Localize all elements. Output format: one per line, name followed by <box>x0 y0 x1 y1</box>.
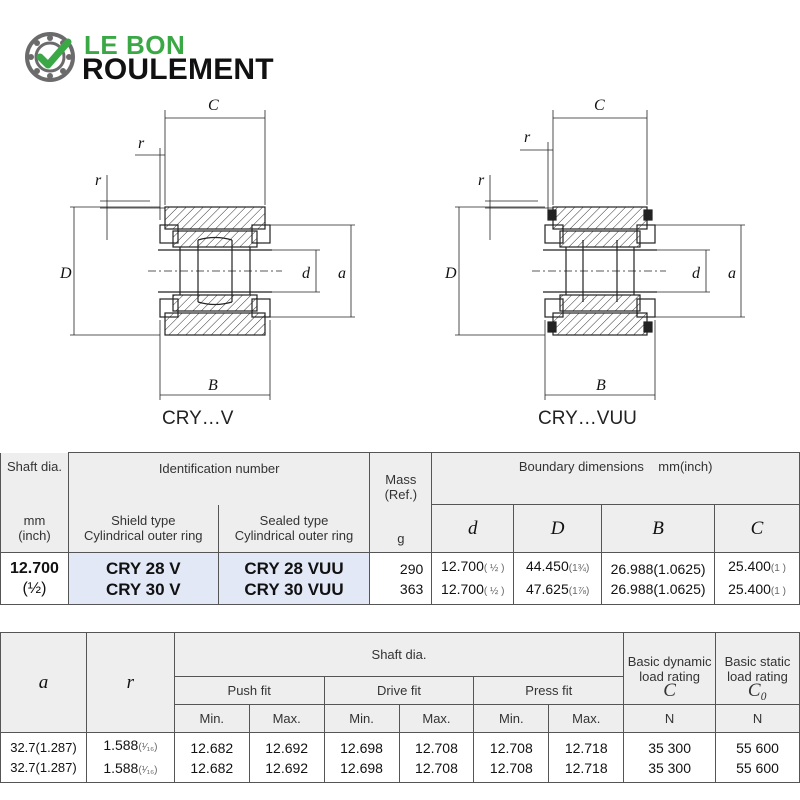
mass-0: 290 <box>399 560 424 577</box>
header-dyn-rating-label: Basic dynamic load rating <box>627 654 712 684</box>
header-shaft-unit: mm (inch) <box>1 505 69 553</box>
header-mass <box>370 453 432 553</box>
press-max-1: 12.718 <box>564 759 608 776</box>
drive-max-1: 12.708 <box>415 759 458 776</box>
r-cell <box>86 733 174 783</box>
bearing-check-icon <box>24 30 78 84</box>
table-row <box>1 553 800 605</box>
d-cell <box>432 553 514 605</box>
mass-cell <box>370 553 432 605</box>
header-boundary <box>432 453 800 505</box>
header-col-D: D <box>514 505 602 553</box>
ident-sealed-0: CRY 28 VUU <box>244 558 344 578</box>
header-dyn-rating <box>624 633 716 705</box>
C-1: 25.400 <box>728 580 771 597</box>
header-col-C: C <box>715 505 800 553</box>
dim-label-B-vuu: B <box>596 377 606 394</box>
header-drive-max: Max. <box>399 705 474 733</box>
r-inch-1: (¹⁄₁₆) <box>138 764 158 776</box>
header-boundary-label: Boundary dimensions <box>518 459 644 474</box>
dim-label-r-side-vuu: r <box>478 172 485 189</box>
drive-max-cell <box>399 733 474 783</box>
d-1: 12.700 <box>441 580 484 597</box>
spec-table-dimensions <box>0 452 800 605</box>
B-cell <box>602 553 715 605</box>
push-max-cell <box>249 733 324 783</box>
header-mass-unit: g <box>397 531 405 546</box>
C-inch-1: (1 ) <box>770 585 786 597</box>
dyn-rating-1: 35 300 <box>648 759 692 776</box>
push-max-1: 12.692 <box>265 759 309 776</box>
press-min-cell <box>474 733 549 783</box>
header-dyn-unit: N <box>624 705 716 733</box>
header-col-d: d <box>432 505 514 553</box>
header-dyn-sym: C <box>663 680 676 701</box>
header-press-min: Min. <box>474 705 549 733</box>
drive-min-1: 12.698 <box>340 759 383 776</box>
dim-label-a: a <box>338 265 346 282</box>
brand-line1: LE BON <box>84 30 186 60</box>
header-ident-number: Identification number <box>68 453 369 505</box>
drive-min-0: 12.698 <box>340 739 383 756</box>
static-rating-cell <box>716 733 800 783</box>
brand-logo <box>24 28 294 84</box>
bearing-drawing-v <box>40 90 380 410</box>
header-static-sym: C₀ <box>747 680 768 701</box>
table-row <box>1 733 800 783</box>
a-0: 32.7(1.287) <box>10 739 77 755</box>
r-0: 1.588 <box>103 736 139 753</box>
dim-label-D-vuu: D <box>445 265 457 282</box>
dim-label-d-vuu: d <box>692 265 700 282</box>
header-col-a: a <box>1 633 87 733</box>
press-min-0: 12.708 <box>489 739 533 756</box>
d-inch-0: ( ½ ) <box>483 562 505 574</box>
header-drive-fit: Drive fit <box>324 677 474 705</box>
brand-line2: ROULEMENT <box>82 53 274 86</box>
dim-label-C-vuu: C <box>594 97 605 114</box>
push-min-cell <box>174 733 249 783</box>
drive-min-cell <box>324 733 399 783</box>
mass-1: 363 <box>399 580 424 597</box>
ident-shield-1: CRY 30 V <box>105 579 181 599</box>
static-rating-1: 55 600 <box>736 759 779 776</box>
header-shield-type: Shield type Cylindrical outer ring <box>68 505 218 553</box>
C-inch-0: (1 ) <box>770 562 786 574</box>
D-0: 44.450 <box>525 557 569 574</box>
dim-label-r-top-vuu: r <box>524 129 531 146</box>
D-inch-0: (1¾) <box>568 562 590 574</box>
header-col-B: B <box>602 505 715 553</box>
push-min-1: 12.682 <box>190 759 234 776</box>
B-1: 26.988(1.0625) <box>610 580 706 597</box>
static-rating-0: 55 600 <box>736 739 779 756</box>
press-max-cell <box>549 733 624 783</box>
ident-sealed-1: CRY 30 VUU <box>244 579 344 599</box>
dim-label-d: d <box>302 265 310 282</box>
shaft-dia-inch: (½) <box>22 579 47 597</box>
spec-table-fits <box>0 632 800 783</box>
sealed-type-cell <box>218 553 370 605</box>
bearing-drawing-vuu <box>420 90 760 410</box>
header-static-rating <box>716 633 800 705</box>
a-1: 32.7(1.287) <box>10 759 77 775</box>
shaft-dia-cell <box>1 553 69 605</box>
header-drive-min: Min. <box>324 705 399 733</box>
dyn-rating-0: 35 300 <box>648 739 692 756</box>
dim-label-a-vuu: a <box>728 265 736 282</box>
dyn-rating-cell <box>624 733 716 783</box>
header-static-unit: N <box>716 705 800 733</box>
D-1: 47.625 <box>525 580 569 597</box>
d-inch-1: ( ½ ) <box>483 585 505 597</box>
dim-label-r-top: r <box>138 135 145 152</box>
header-static-rating-label: Basic static load rating <box>724 654 791 684</box>
drawing-caption-vuu: CRY…VUU <box>538 408 637 429</box>
header-col-r: r <box>86 633 174 733</box>
drawing-caption-v: CRY…V <box>162 408 234 429</box>
header-boundary-unit: mm(inch) <box>658 459 713 474</box>
push-max-0: 12.692 <box>265 739 309 756</box>
D-cell <box>514 553 602 605</box>
B-0: 26.988(1.0625) <box>610 560 706 577</box>
C-cell <box>715 553 800 605</box>
dim-label-r-side: r <box>95 172 102 189</box>
r-1: 1.588 <box>103 759 139 776</box>
shield-type-cell <box>68 553 218 605</box>
shaft-dia-value: 12.700 <box>10 559 59 577</box>
header-sealed-type: Sealed type Cylindrical outer ring <box>218 505 370 553</box>
C-0: 25.400 <box>728 557 771 574</box>
header-mass-label: Mass (Ref.) <box>384 472 418 502</box>
a-cell <box>1 733 87 783</box>
ident-shield-0: CRY 28 V <box>105 558 181 578</box>
press-max-0: 12.718 <box>564 739 608 756</box>
press-min-1: 12.708 <box>489 759 533 776</box>
header-push-fit: Push fit <box>174 677 324 705</box>
drive-max-0: 12.708 <box>415 739 458 756</box>
dim-label-C: C <box>208 97 219 114</box>
r-inch-0: (¹⁄₁₆) <box>138 741 158 753</box>
header-push-max: Max. <box>249 705 324 733</box>
dim-label-D: D <box>60 265 72 282</box>
D-inch-1: (1⅞) <box>568 585 590 597</box>
header-push-min: Min. <box>174 705 249 733</box>
header-shaft-dia-2: Shaft dia. <box>174 633 623 677</box>
d-0: 12.700 <box>441 557 484 574</box>
dim-label-B: B <box>208 377 218 394</box>
header-press-fit: Press fit <box>474 677 624 705</box>
header-press-max: Max. <box>549 705 624 733</box>
push-min-0: 12.682 <box>190 739 234 756</box>
header-shaft-dia: Shaft dia. <box>1 453 69 505</box>
